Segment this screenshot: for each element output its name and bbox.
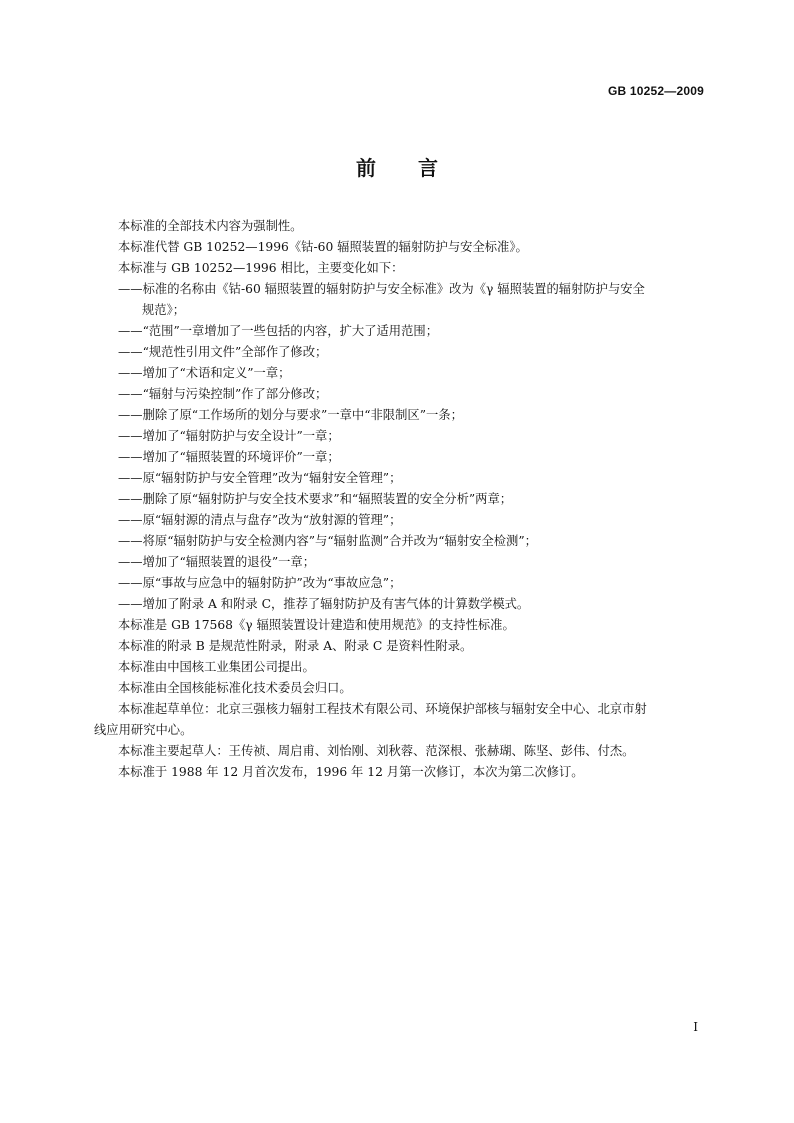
change-item: ——“规范性引用文件”全部作了修改； xyxy=(118,345,328,359)
change-item: ——删除了原“辐射防护与安全技术要求”和“辐照装置的安全分析”两章； xyxy=(118,492,513,506)
paragraph: 本标准由全国核能标准化技术委员会归口。 xyxy=(118,681,352,695)
change-item: ——增加了“辐照装置的环境评价”一章； xyxy=(118,450,340,464)
paragraph: 本标准的附录 B 是规范性附录，附录 A、附录 C 是资料性附录。 xyxy=(118,639,473,653)
paragraph: 本标准起草单位：北京三强核力辐射工程技术有限公司、环境保护部核与辐射安全中心、北京市射 xyxy=(118,702,647,716)
change-item: ——删除了原“工作场所的划分与要求”一章中“非限制区”一条； xyxy=(118,408,463,422)
change-item: ——增加了“辐照装置的退役”一章； xyxy=(118,555,316,569)
paragraph: 本标准的全部技术内容为强制性。 xyxy=(118,219,303,233)
paragraph: 本标准代替 GB 10252—1996《钴-60 辐照装置的辐射防护与安全标准》。 xyxy=(118,240,528,254)
paragraph: 本标准是 GB 17568《γ 辐照装置设计建造和使用规范》的支持性标准。 xyxy=(118,618,515,632)
page-number: I xyxy=(693,1020,698,1034)
paragraph-continuation: 线应用研究中心。 xyxy=(94,723,193,737)
page-title: 前言 xyxy=(356,156,480,180)
change-item: ——增加了“术语和定义”一章； xyxy=(118,366,291,380)
paragraph: 本标准于 1988 年 12 月首次发布，1996 年 12 月第一次修订，本次为第二次修订。 xyxy=(118,765,584,779)
change-item: ——将原“辐射防护与安全检测内容”与“辐射监测”合并改为“辐射安全检测”； xyxy=(118,534,537,548)
foreword-content xyxy=(94,216,706,783)
change-item: ——原“辐射源的清点与盘存”改为“放射源的管理”； xyxy=(118,513,402,527)
standard-code: GB 10252—2009 xyxy=(608,84,704,98)
paragraph: 本标准由中国核工业集团公司提出。 xyxy=(118,660,315,674)
change-item: ——增加了“辐射防护与安全设计”一章； xyxy=(118,429,340,443)
paragraph: 本标准主要起草人：王传祯、周启甫、刘怡刚、刘秋蓉、范深根、张赫瑚、陈坚、彭伟、付杰。 xyxy=(118,744,635,758)
change-item-continuation: 规范》； xyxy=(142,303,186,317)
change-item: ——原“事故与应急中的辐射防护”改为“事故应急”； xyxy=(118,576,402,590)
change-item: ——原“辐射防护与安全管理”改为“辐射安全管理”； xyxy=(118,471,402,485)
change-item: ——标准的名称由《钴-60 辐照装置的辐射防护与安全标准》改为《γ 辐照装置的辐射防护与安全 xyxy=(118,282,645,296)
change-item: ——“范围”一章增加了一些包括的内容，扩大了适用范围； xyxy=(118,324,438,338)
paragraph: 本标准与 GB 10252—1996 相比，主要变化如下： xyxy=(118,261,404,275)
change-item: ——增加了附录 A 和附录 C，推荐了辐射防护及有害气体的计算数学模式。 xyxy=(118,597,530,611)
change-item: ——“辐射与污染控制”作了部分修改； xyxy=(118,387,328,401)
